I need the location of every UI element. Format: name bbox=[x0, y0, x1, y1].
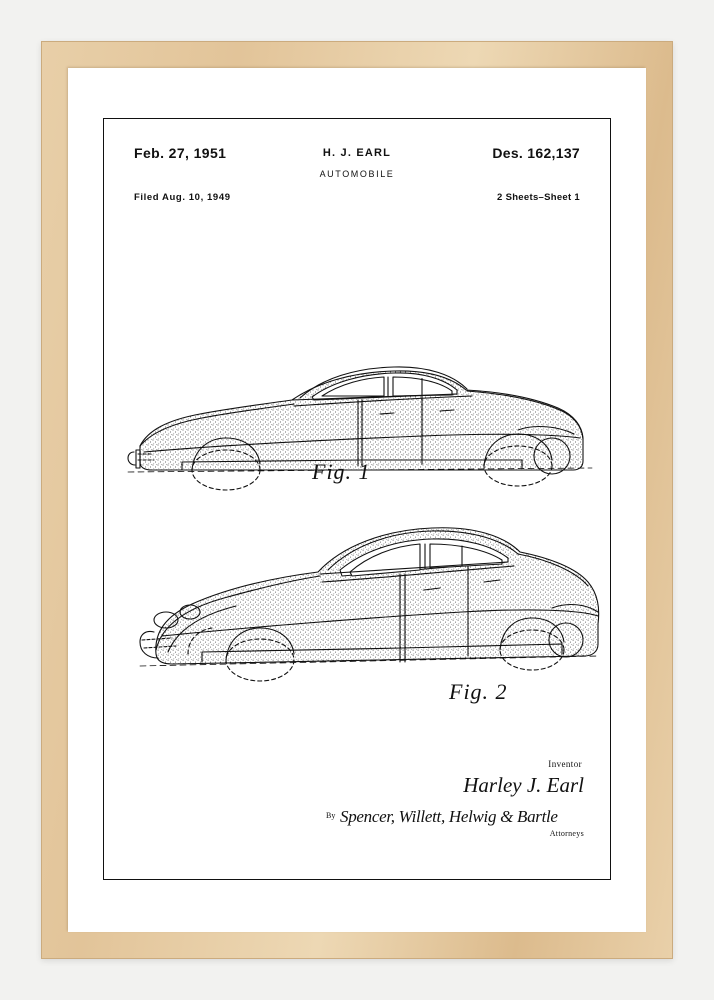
signature-block bbox=[304, 759, 588, 859]
picture-frame bbox=[41, 41, 673, 959]
poster-mat bbox=[68, 68, 646, 932]
inventor-signature: Harley J. Earl bbox=[463, 773, 584, 797]
figure-1-label: Fig. 1 bbox=[312, 459, 371, 484]
attorneys-signature: Spencer, Willett, Helwig & Bartle bbox=[340, 807, 558, 826]
patent-number: Des. 162,137 bbox=[492, 145, 580, 161]
patent-sheet-count: 2 Sheets–Sheet 1 bbox=[497, 192, 580, 203]
patent-date: Feb. 27, 1951 bbox=[134, 145, 227, 161]
inventor-label: Inventor bbox=[548, 759, 582, 769]
figure-2-label: Fig. 2 bbox=[449, 679, 508, 704]
figure-1-drawing bbox=[122, 334, 598, 514]
patent-inventor-line: H. J. EARL bbox=[322, 147, 392, 159]
patent-drawing-sheet bbox=[103, 118, 611, 880]
figure-2-drawing bbox=[132, 504, 602, 704]
frame-inner-bevel bbox=[68, 68, 646, 932]
by-label: By bbox=[326, 811, 336, 820]
patent-title: AUTOMOBILE bbox=[319, 169, 395, 179]
patent-filed-date: Filed Aug. 10, 1949 bbox=[134, 192, 231, 203]
attorneys-label: Attorneys bbox=[549, 829, 584, 838]
